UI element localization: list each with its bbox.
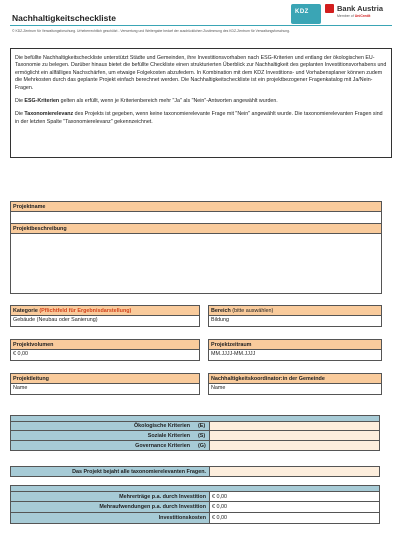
criteria-value-g: [210, 441, 380, 451]
criteria-label-g: Governance Kriterien: [135, 442, 190, 449]
criteria-value-e: [210, 421, 380, 431]
criteria-value-s: [210, 431, 380, 441]
esg-criteria-table: [10, 415, 380, 451]
criteria-label-s: Soziale Kriterien: [147, 432, 190, 439]
title-divider: [10, 25, 392, 26]
finance-label-mehraufwendungen: Mehraufwendungen p.a. durch Investition: [10, 502, 210, 513]
intro-box: [10, 48, 392, 158]
finance-label-investitionskosten: Investitionskosten: [10, 513, 210, 524]
koordinator-label: Nachhaltigkeitskoordinator:in der Gemeinde: [208, 373, 382, 384]
kategorie-label: Kategorie (Pflichtfeld für Ergebnisdarstellung): [10, 305, 200, 316]
finance-table: [10, 485, 380, 524]
intro-paragraph-3: Die Taxonomierelevanz des Projekts ist gegeben, wenn keine taxonomierelevante Frage mit "Nein" angewählt wurde. Die taxonomierelevanten Fragen sind in der letzten Spalte "Taxonomierelevanz" gekennzeichnet.: [15, 111, 383, 125]
table-row: Ökologische Kriterien (E): [10, 421, 380, 431]
projektzeitraum-label: Projektzeitraum: [208, 339, 382, 350]
projektvolumen-label: Projektvolumen: [10, 339, 200, 350]
taxonomy-table: [10, 466, 380, 477]
projektvolumen-field: [10, 339, 200, 361]
koordinator-field: [208, 373, 382, 395]
table-row: [10, 502, 380, 513]
intro-paragraph-2: Die ESG-Kriterien gelten als erfüllt, wenn je Kriterienbereich mehr "Ja" als "Nein"-Antworten angewählt wurden.: [15, 98, 278, 105]
bank-mark-icon: [325, 4, 334, 13]
table-row: Soziale Kriterien (S): [10, 431, 380, 441]
projektbeschreibung-input[interactable]: [10, 234, 382, 294]
projektzeitraum-input[interactable]: MM.JJJJ-MM.JJJJ: [208, 350, 382, 361]
table-row: [10, 466, 380, 477]
koordinator-input[interactable]: Name: [208, 384, 382, 395]
bank-austria-logo: [325, 4, 393, 18]
projektname-label: Projektname: [10, 201, 382, 212]
finance-value-mehraufwendungen: € 0,00: [210, 502, 380, 513]
criteria-label-e: Ökologische Kriterien: [133, 423, 190, 429]
projektleitung-field: [10, 373, 200, 395]
kdz-logo: [291, 4, 321, 24]
bereich-field: [208, 305, 382, 327]
projektleitung-label: Projektleitung: [10, 373, 200, 384]
kategorie-field: [10, 305, 200, 327]
finance-value-investitionskosten: € 0,00: [210, 513, 380, 524]
table-row: [10, 491, 380, 502]
kdz-logo-text: KDZ: [295, 9, 309, 15]
taxonomy-value: [210, 466, 380, 477]
projektbeschreibung-field: [10, 223, 382, 294]
taxonomy-label: Das Projekt bejaht alle taxonomierelevanten Fragen.: [72, 468, 206, 475]
kategorie-select[interactable]: Gebäude (Neubau oder Sanierung): [10, 316, 200, 327]
finance-value-mehrertraege: € 0,00: [210, 491, 380, 502]
projektvolumen-input[interactable]: € 0,00: [10, 350, 200, 361]
page-title: Nachhaltigkeitscheckliste: [12, 13, 116, 23]
intro-paragraph-1: Die befüllte Nachhaltigkeitscheckliste unterstützt Städte und Gemeinden, ihre Investitionsvorhaben nach ESG-Kriterien und entlang der ökologischen EU-Taxonomie zu belegen. Darüber hinaus bietet die befüllte Checkliste einen strukturierten Überblick zur Nachhaltigkeit des geplanten Investitionsvorhabens und ermöglicht ein allfälliges Nachschärfen, um etwaige Folgekosten abzufedern. In Kombination mit dem KDZ Investitions- und Vorhabensplaner können zudem die Mehrkosten durch das geplante Projekt einfach berechnet werden. Die Nachhaltigkeitscheckliste ist ein projektbezogener Fragenkatalog mit Ja/Nein-Fragen.: [15, 55, 387, 91]
table-row: [10, 513, 380, 524]
copyright-note: © KDZ-Zentrum für Verwaltungsforschung. Urheberrechtlich geschützt - Verwertung und Weitergabe bedarf der ausdrücklichen Zustimmung des KDZ-Zentrum für Verwaltungsforschung.: [12, 29, 290, 33]
bereich-label: Bereich (bitte auswählen): [208, 305, 382, 316]
projektzeitraum-field: [208, 339, 382, 361]
finance-label-mehrertraege: Mehrerträge p.a. durch Investition: [10, 491, 210, 502]
projektbeschreibung-label: Projektbeschreibung: [10, 223, 382, 234]
bank-sub: Member of UniCredit: [337, 14, 371, 18]
bank-name: Bank Austria: [337, 4, 383, 13]
bereich-select[interactable]: Bildung: [208, 316, 382, 327]
table-row: Governance Kriterien (G): [10, 441, 380, 451]
projektleitung-input[interactable]: Name: [10, 384, 200, 395]
